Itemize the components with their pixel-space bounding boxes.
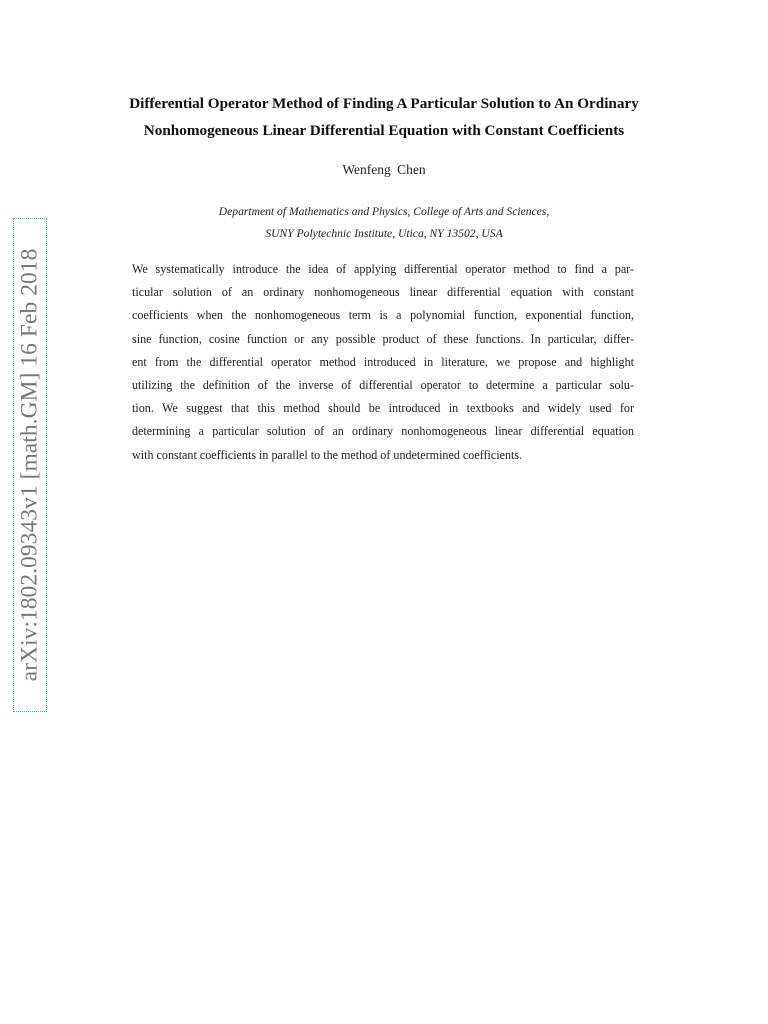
paper-title-line-1: Differential Operator Method of Finding A Particular Solution to An Ordinary [129, 95, 639, 112]
affiliation-line-2: SUNY Polytechnic Institute, Utica, NY 13502, USA [265, 227, 503, 240]
affiliation-line-1: Department of Mathematics and Physics, College of Arts and Sciences, [218, 205, 550, 218]
abstract-line: coefficients when the nonhomogeneous term is a polynomial function, exponential function, [132, 308, 634, 323]
abstract-line: sine function, cosine function or any possible product of these functions. In particular, differ- [132, 331, 634, 346]
author-affiliation [120, 201, 648, 245]
paper-title-line-2: Nonhomogeneous Linear Differential Equation with Constant Coefficients [143, 122, 625, 139]
abstract-line: determining a particular solution of an ordinary nonhomogeneous linear differential equation [132, 424, 634, 439]
arxiv-identifier: arXiv:1802.09343v1 [math.GM] 16 Feb 2018 [16, 248, 43, 682]
paper-title [70, 90, 698, 144]
abstract-line: utilizing the definition of the inverse of differential operator to determine a particular solu- [132, 378, 634, 393]
author-name: Wenfeng Chen [342, 162, 426, 177]
abstract-line: ticular solution of an ordinary nonhomogeneous linear differential equation with constant [132, 285, 634, 300]
abstract-line: ent from the differential operator method introduced in literature, we propose and highlight [132, 354, 634, 369]
arxiv-stamp [13, 218, 47, 712]
abstract-line: with constant coefficients in parallel to the method of undetermined coefficients. [132, 447, 523, 462]
abstract-line: We systematically introduce the idea of applying differential operator method to find a par- [132, 262, 634, 276]
abstract [132, 258, 634, 467]
abstract-line: tion. We suggest that this method should be introduced in textbooks and widely used for [132, 401, 634, 416]
